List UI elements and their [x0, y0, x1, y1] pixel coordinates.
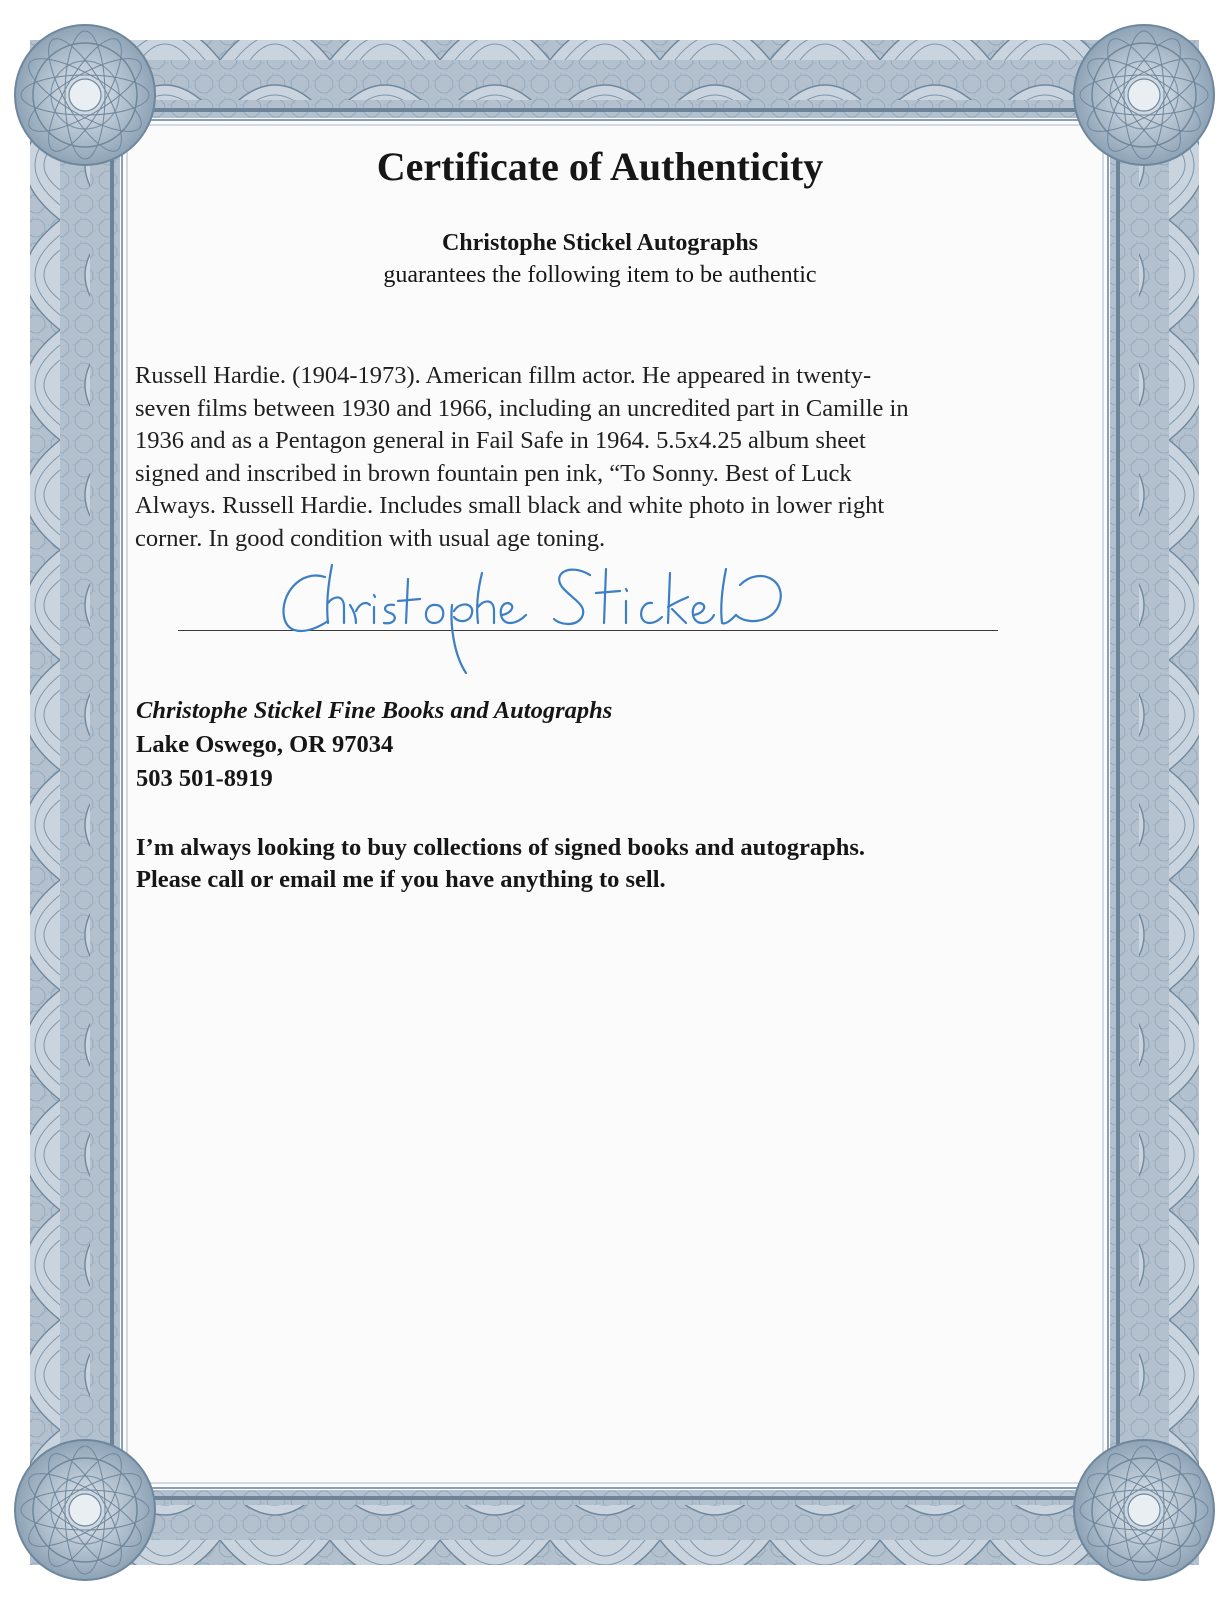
- item-description: [135, 360, 1080, 556]
- description-line: corner. In good condition with usual age toning.: [135, 524, 606, 552]
- description-line: Russell Hardie. (1904-1973). American fillm actor. He appeared in twenty-: [135, 362, 872, 389]
- guarantee-statement: guarantees the following item to be authentic: [383, 262, 817, 288]
- buying-note: [136, 832, 1096, 896]
- description-line: 1936 and as a Pentagon general in Fail Safe in 1964. 5.5x4.25 album sheet: [135, 427, 866, 455]
- buying-note-line: I’m always looking to buy collections of signed books and autographs.: [136, 834, 866, 861]
- business-address: Lake Oswego, OR 97034: [136, 731, 394, 758]
- description-line: signed and inscribed in brown fountain pen ink, “To Sonny. Best of Luck: [135, 459, 852, 487]
- certificate-title: Certificate of Authenticity: [376, 144, 824, 189]
- description-line: Always. Russell Hardie. Includes small black and white photo in lower right: [135, 492, 885, 520]
- rosette-top-left: [15, 25, 155, 165]
- rosette-top-right: [1074, 25, 1214, 165]
- buying-note-line: Please call or email me if you have anything to sell.: [136, 866, 666, 893]
- handwritten-signature: [270, 555, 810, 685]
- rosette-bottom-left: [15, 1440, 155, 1580]
- business-phone: 503 501-8919: [136, 765, 273, 792]
- rosette-bottom-right: [1074, 1440, 1214, 1580]
- business-name: Christophe Stickel Fine Books and Autographs: [136, 697, 613, 724]
- description-line: seven films between 1930 and 1966, including an uncredited part in Camille in: [135, 394, 909, 422]
- issuer-name: Christophe Stickel Autographs: [441, 230, 759, 256]
